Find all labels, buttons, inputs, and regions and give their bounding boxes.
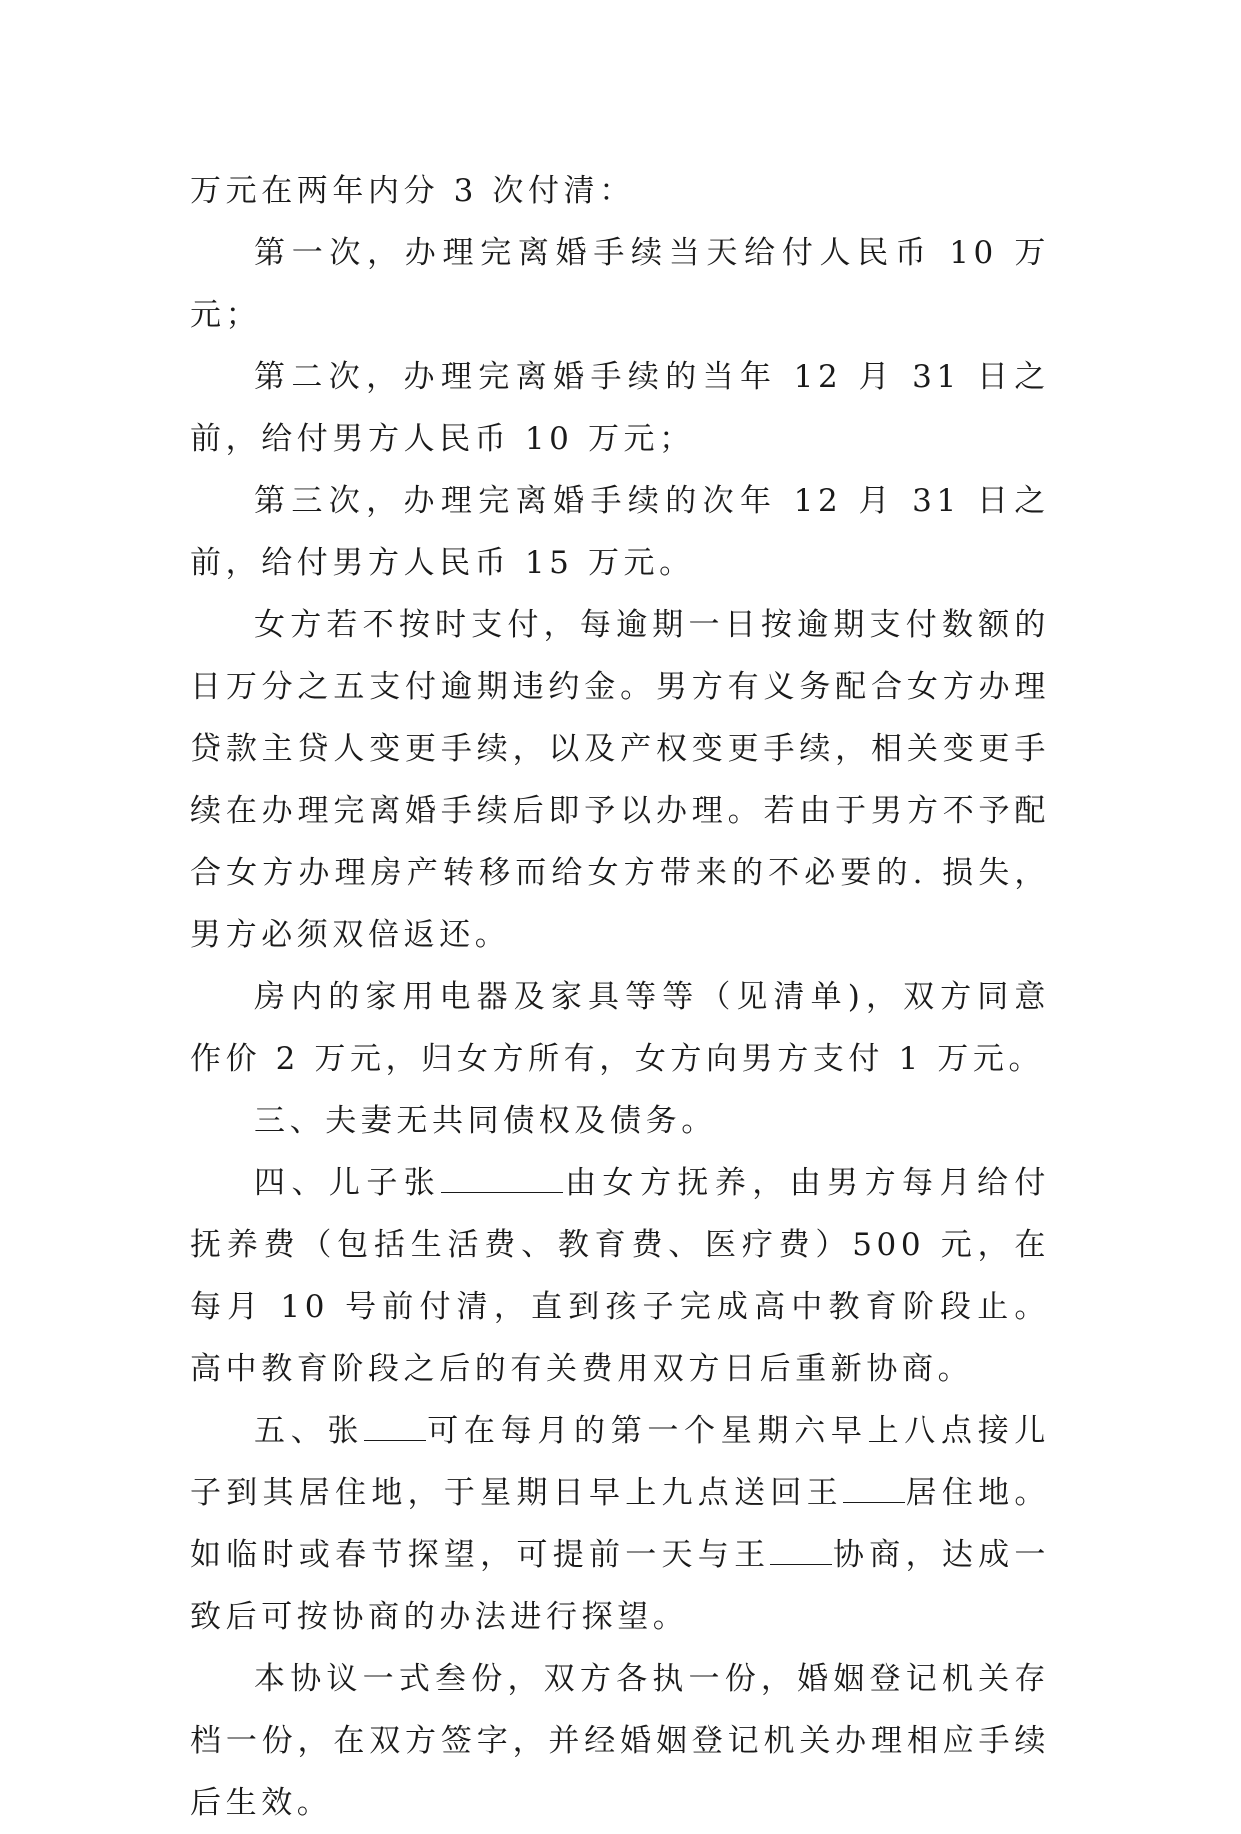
paragraph-third-payment: 第三次，办理完离婚手续的次年 12 月 31 日之前，给付男方人民币 15 万元。 bbox=[190, 483, 1050, 581]
paragraph-child-support bbox=[190, 1152, 1050, 1400]
visitation-part-3: 居住地。如临时或春节探望，可提前一天与王 bbox=[190, 1475, 1050, 1573]
father-name-blank bbox=[364, 1400, 426, 1441]
mother-name-blank-1 bbox=[843, 1462, 905, 1503]
document-body bbox=[190, 160, 1050, 1834]
child-support-lead: 四、儿子张 bbox=[254, 1165, 442, 1201]
paragraph-payment-schedule: 万元在两年内分 3 次付清： bbox=[190, 173, 635, 209]
paragraph-first-payment: 第一次，办理完离婚手续当天给付人民币 10 万元； bbox=[190, 235, 1050, 333]
child-support-rest: 由女方抚养，由男方每月给付抚养费（包括生活费、教育费、医疗费）500 元，在每月 10 号前付清，直到孩子完成高中教育阶段止。高中教育阶段之后的有关费用双方日后重新协商。 bbox=[190, 1165, 1050, 1387]
visitation-part-2: 可在每月的第一个星期六早上八点接儿子到其居住地，于星期日早上九点送回王 bbox=[190, 1413, 1050, 1511]
paragraph-late-penalty: 女方若不按时支付，每逾期一日按逾期支付数额的日万分之五支付逾期违约金。男方有义务配合女方办理贷款主贷人变更手续，以及产权变更手续，相关变更手续在办理完离婚手续后即予以办理。若由于男方不予配合女方办理房产转移而给女方带来的不必要的. 损失，男方必须双倍返还。 bbox=[190, 607, 1050, 953]
paragraph-debts: 三、夫妻无共同债权及债务。 bbox=[254, 1103, 717, 1139]
visitation-part-4: 协商，达成一致后可按协商的办法进行探望。 bbox=[190, 1537, 1050, 1635]
visitation-lead: 五、张 bbox=[254, 1413, 365, 1449]
mother-name-blank-2 bbox=[770, 1524, 832, 1565]
paragraph-effectiveness: 本协议一式叁份，双方各执一份，婚姻登记机关存档一份，在双方签字，并经婚姻登记机关办理相应手续后生效。 bbox=[190, 1661, 1050, 1821]
paragraph-visitation bbox=[190, 1400, 1050, 1648]
child-name-blank bbox=[441, 1152, 563, 1193]
paragraph-second-payment: 第二次，办理完离婚手续的当年 12 月 31 日之前，给付男方人民币 10 万元； bbox=[190, 359, 1050, 457]
paragraph-household-items: 房内的家用电器及家具等等（见清单)，双方同意作价 2 万元，归女方所有，女方向男方支付 1 万元。 bbox=[190, 979, 1050, 1077]
